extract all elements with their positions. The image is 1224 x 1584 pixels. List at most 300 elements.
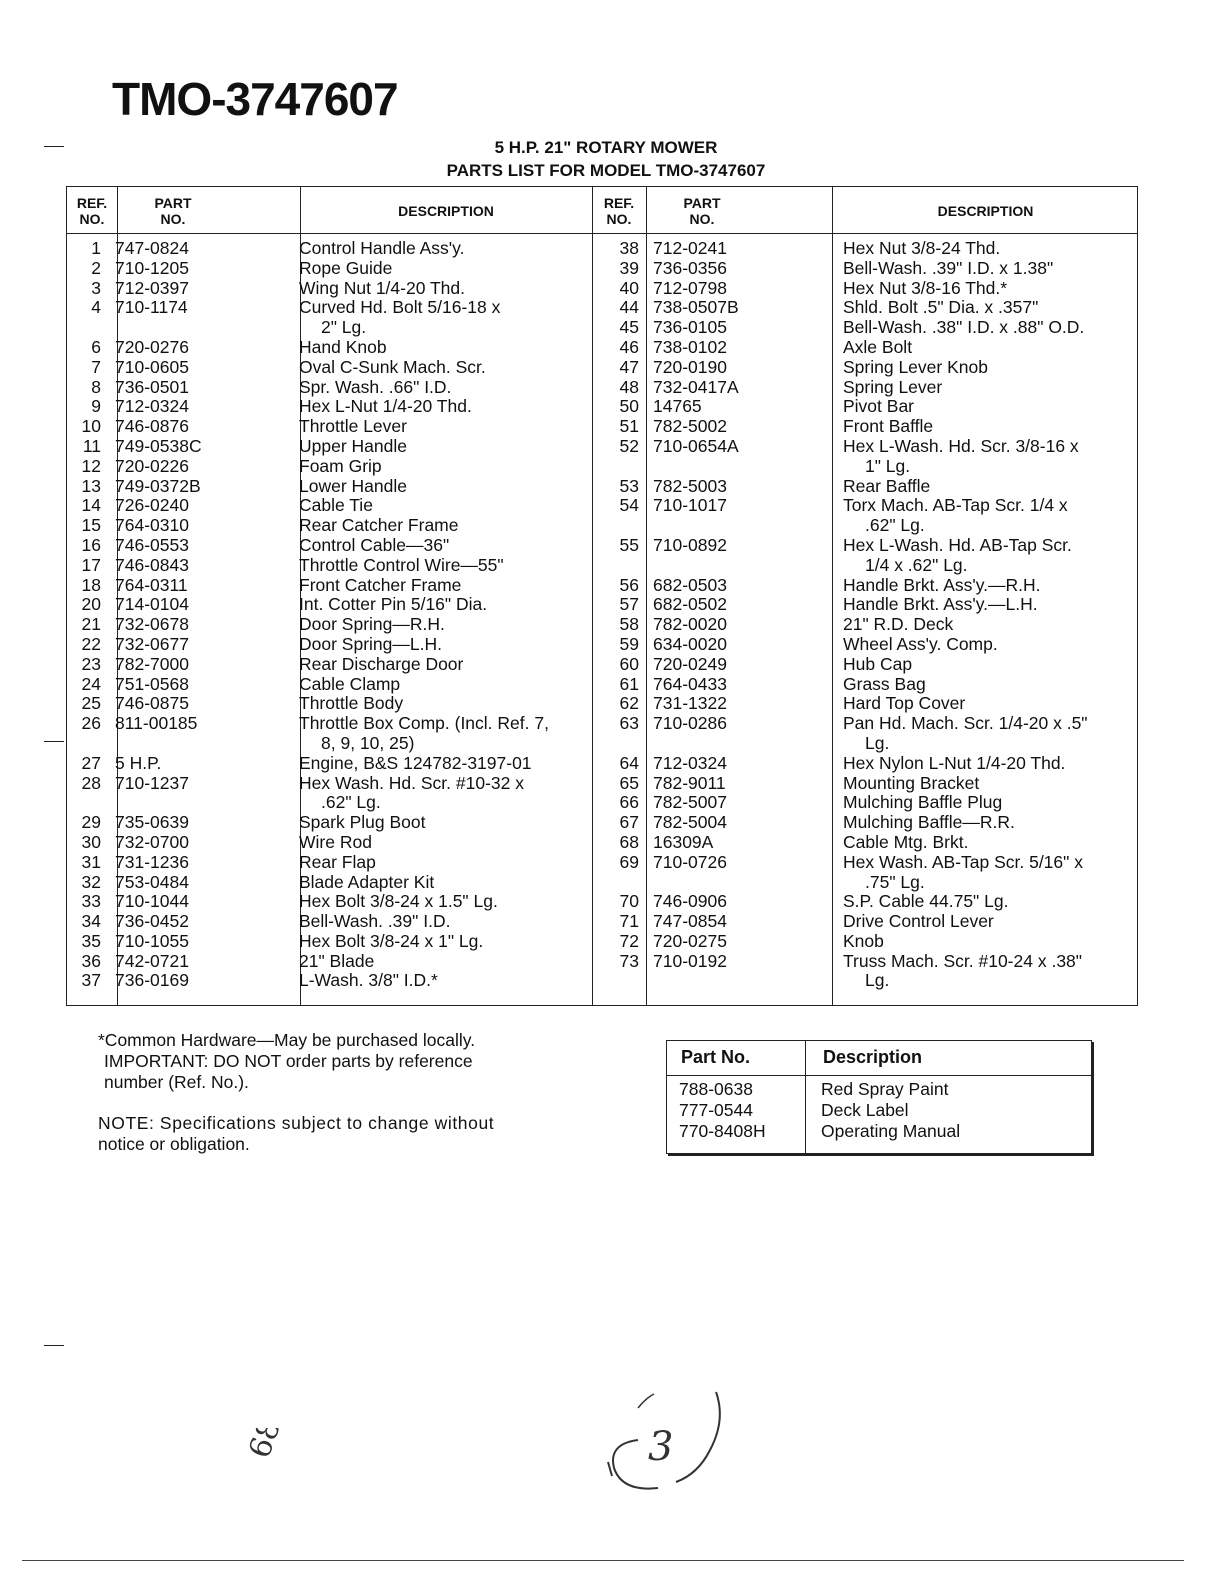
ref-no: 34	[81, 911, 101, 932]
description	[299, 338, 589, 358]
description-line: Hex Nut 3/8-24 Thd.	[843, 238, 1001, 258]
table-row	[599, 417, 1143, 437]
part-no: 731-1322	[653, 693, 727, 714]
ref-no: 51	[619, 416, 639, 437]
description-line: Pan Hd. Mach. Scr. 1/4-20 x .5"	[843, 713, 1088, 734]
description-line: Lg.	[865, 970, 890, 991]
table-row	[61, 754, 589, 774]
table-row	[61, 675, 589, 695]
table-row	[61, 833, 589, 853]
description-line: Control Cable—36"	[299, 534, 450, 555]
description: Red Spray Paint	[821, 1079, 949, 1099]
description	[299, 378, 589, 398]
table-row	[61, 397, 589, 417]
description	[299, 298, 589, 338]
ref-no: 59	[619, 633, 639, 654]
col-ref-header: REF. NO.	[603, 195, 635, 227]
part-no: 753-0484	[115, 871, 189, 892]
description-line: Oval C-Sunk Mach. Scr.	[299, 356, 486, 377]
ref-no: 65	[619, 772, 639, 793]
part-no: 777-0544	[679, 1100, 753, 1120]
description	[299, 912, 589, 932]
part-no: 732-0678	[115, 614, 189, 635]
description-line: Truss Mach. Scr. #10-24 x .38"	[843, 950, 1082, 971]
ref-no: 69	[619, 851, 639, 872]
col-part-header: PART NO.	[154, 195, 192, 227]
description-line: Cable Tie	[299, 495, 373, 516]
ref-no: 21	[81, 614, 101, 635]
description-line: Foam Grip	[299, 455, 382, 476]
ref-no: 67	[619, 812, 639, 833]
description	[843, 912, 1143, 932]
handwritten-text: 3	[648, 1424, 674, 1470]
description	[843, 417, 1143, 437]
part-no: 770-8408H	[679, 1121, 766, 1141]
description-line: Hex Bolt 3/8-24 x 1.5" Lg.	[299, 891, 498, 912]
description-line: Lower Handle	[299, 475, 407, 496]
part-no: 747-0824	[115, 238, 189, 258]
ref-no: 27	[81, 752, 101, 773]
description	[843, 318, 1143, 338]
ref-no: 14	[81, 495, 101, 516]
description-line: Spr. Wash. .66" I.D.	[299, 376, 452, 397]
description-line: Hex Nut 3/8-16 Thd.*	[843, 277, 1008, 298]
table-row	[599, 813, 1143, 833]
table-row	[599, 655, 1143, 675]
part-no: 726-0240	[115, 495, 189, 516]
description-line: Hex Wash. Hd. Scr. #10-32 x	[299, 772, 524, 793]
part-no: 747-0854	[653, 911, 727, 932]
part-no: 710-1017	[653, 495, 727, 516]
description-line: Engine, B&S 124782-3197-01	[299, 752, 532, 773]
part-no: 710-0654A	[653, 435, 739, 456]
ref-no: 44	[619, 297, 639, 318]
table-row	[61, 279, 589, 299]
description-line: S.P. Cable 44.75" Lg.	[843, 891, 1009, 912]
description-line: Control Handle Ass'y.	[299, 238, 465, 258]
bottom-rule	[22, 1560, 1184, 1561]
col-ref-header: REF. NO.	[76, 195, 108, 227]
ref-no: 30	[81, 831, 101, 852]
description-line: Torx Mach. AB-Tap Scr. 1/4 x	[843, 495, 1068, 516]
table-row	[599, 536, 1143, 576]
description	[843, 853, 1143, 893]
description-line: Cable Mtg. Brkt.	[843, 831, 969, 852]
part-no: 710-0726	[653, 851, 727, 872]
description-line: Lg.	[865, 732, 890, 753]
part-no: 782-5007	[653, 792, 727, 813]
table-row	[61, 912, 589, 932]
description	[843, 477, 1143, 497]
part-no: 742-0721	[115, 950, 189, 971]
table-row	[61, 378, 589, 398]
part-no: 634-0020	[653, 633, 727, 654]
table-row	[61, 536, 589, 556]
description-line: Bell-Wash. .39" I.D.	[299, 911, 451, 932]
margin-mark	[44, 1345, 64, 1346]
part-no: 732-0677	[115, 633, 189, 654]
part-no: 682-0502	[653, 594, 727, 615]
ref-no: 53	[619, 475, 639, 496]
ref-no: 4	[91, 297, 101, 318]
table-row	[599, 892, 1143, 912]
part-no: 5 H.P.	[115, 752, 162, 773]
part-no: 710-0892	[653, 534, 727, 555]
spec-note: NOTE: Specifications subject to change without	[98, 1113, 495, 1133]
description-line: Door Spring—R.H.	[299, 614, 445, 635]
description	[843, 892, 1143, 912]
ref-no: 29	[81, 812, 101, 833]
table-row	[61, 239, 589, 259]
description	[843, 536, 1143, 576]
header-subtitle: PARTS LIST FOR MODEL TMO-3747607	[446, 161, 766, 180]
table-row	[61, 774, 589, 814]
ref-no: 54	[619, 495, 639, 516]
description-line: Cable Clamp	[299, 673, 401, 694]
description	[299, 477, 589, 497]
handwritten-page-mark	[236, 1428, 296, 1493]
table-row	[599, 279, 1143, 299]
part-no: 712-0324	[115, 396, 189, 417]
table-row	[61, 516, 589, 536]
description	[299, 417, 589, 437]
description	[299, 397, 589, 417]
important-note: IMPORTANT: DO NOT order parts by reference	[104, 1051, 473, 1071]
description	[843, 298, 1143, 318]
table-row	[599, 318, 1143, 338]
description	[843, 635, 1143, 655]
part-no: 746-0843	[115, 554, 189, 575]
table-row	[61, 576, 589, 596]
description	[843, 496, 1143, 536]
part-no: 714-0104	[115, 594, 189, 615]
part-no: 732-0417A	[653, 376, 739, 397]
ref-no: 56	[619, 574, 639, 595]
ref-no: 52	[619, 435, 639, 456]
description	[843, 358, 1143, 378]
ref-no: 38	[619, 238, 639, 258]
part-no: 736-0452	[115, 911, 189, 932]
part-no: 14765	[653, 396, 702, 417]
description	[843, 793, 1143, 813]
table-row	[599, 754, 1143, 774]
table-row	[61, 714, 589, 754]
description	[299, 536, 589, 556]
ref-no: 12	[81, 455, 101, 476]
description-line: L-Wash. 3/8" I.D.*	[299, 970, 438, 991]
description-line: Blade Adapter Kit	[299, 871, 435, 892]
description	[843, 378, 1143, 398]
part-no: 720-0275	[653, 930, 727, 951]
description-line: 21" R.D. Deck	[843, 614, 954, 635]
description	[299, 595, 589, 615]
description-line: Wheel Ass'y. Comp.	[843, 633, 998, 654]
table-row	[599, 496, 1143, 536]
description-line: Knob	[843, 930, 884, 951]
ref-no: 71	[619, 911, 639, 932]
description-line: Rear Catcher Frame	[299, 515, 459, 536]
table-row	[599, 714, 1143, 754]
parts-list-right	[599, 239, 1143, 991]
ref-no: 63	[619, 713, 639, 734]
part-no: 811-00185	[115, 713, 198, 734]
parts-list-left	[61, 239, 589, 991]
description	[299, 754, 589, 774]
ref-no: 23	[81, 653, 101, 674]
description	[299, 279, 589, 299]
table-row	[61, 595, 589, 615]
description	[299, 932, 589, 952]
description	[843, 595, 1143, 615]
ref-no: 60	[619, 653, 639, 674]
table-row	[61, 932, 589, 952]
description	[299, 556, 589, 576]
handwritten-circle-mark	[598, 1380, 738, 1505]
description-line: Rope Guide	[299, 257, 393, 278]
ref-no: 37	[81, 970, 101, 991]
part-no: 720-0276	[115, 336, 189, 357]
description-line: Hex L-Nut 1/4-20 Thd.	[299, 396, 472, 417]
description-line: Throttle Body	[299, 693, 404, 714]
table-row	[599, 694, 1143, 714]
table-row	[599, 576, 1143, 596]
ref-no: 31	[81, 851, 101, 872]
description-line: Hex Wash. AB-Tap Scr. 5/16" x	[843, 851, 1083, 872]
description-line: 8, 9, 10, 25)	[321, 732, 415, 753]
parts-table	[66, 186, 1138, 1006]
ref-no: 3	[91, 277, 101, 298]
table-row	[61, 615, 589, 635]
description	[843, 714, 1143, 754]
table-row	[61, 694, 589, 714]
description	[299, 853, 589, 873]
description	[843, 239, 1143, 259]
part-no: 764-0433	[653, 673, 727, 694]
ref-no: 18	[81, 574, 101, 595]
table-row	[599, 338, 1143, 358]
ref-no: 55	[619, 534, 639, 555]
table-row	[599, 298, 1143, 318]
description	[299, 833, 589, 853]
ref-no: 10	[81, 416, 101, 437]
description	[843, 279, 1143, 299]
col-desc-header: DESCRIPTION	[937, 203, 1034, 219]
ref-no: 72	[619, 930, 639, 951]
part-no: 764-0311	[115, 574, 188, 595]
table-row	[599, 615, 1143, 635]
table-row	[61, 259, 589, 279]
ref-no: 2	[91, 257, 101, 278]
table-row	[599, 853, 1143, 893]
table-row	[599, 952, 1143, 992]
description	[843, 694, 1143, 714]
header-title: 5 H.P. 21" ROTARY MOWER	[494, 138, 718, 157]
ref-no: 6	[91, 336, 101, 357]
part-no: 736-0169	[115, 970, 189, 991]
description-line: 1" Lg.	[865, 455, 911, 476]
ref-no: 33	[81, 891, 101, 912]
ref-no: 64	[619, 752, 639, 773]
table-row	[667, 1121, 1091, 1142]
description	[299, 952, 589, 972]
description	[843, 576, 1143, 596]
part-no: 732-0700	[115, 831, 189, 852]
important-note: number (Ref. No.).	[104, 1072, 249, 1092]
part-no: 738-0102	[653, 336, 727, 357]
ref-no: 17	[81, 554, 101, 575]
description	[299, 457, 589, 477]
description-line: Pivot Bar	[843, 396, 914, 417]
table-row	[61, 496, 589, 516]
part-no: 749-0538C	[115, 435, 202, 456]
ref-no: 15	[81, 515, 101, 536]
description-line: Spring Lever Knob	[843, 356, 988, 377]
description	[299, 694, 589, 714]
ref-no: 61	[619, 673, 639, 694]
description	[299, 971, 589, 991]
col-desc-header: DESCRIPTION	[398, 203, 494, 219]
spec-note: notice or obligation.	[98, 1134, 250, 1154]
description	[299, 437, 589, 457]
description-line: 1/4 x .62" Lg.	[865, 554, 968, 575]
description	[843, 833, 1143, 853]
ref-no: 48	[619, 376, 639, 397]
description-line: Door Spring—L.H.	[299, 633, 442, 654]
description	[299, 774, 589, 814]
ref-no: 35	[81, 930, 101, 951]
common-hardware-note: *Common Hardware—May be purchased locally.	[98, 1030, 476, 1050]
description-line: Spring Lever	[843, 376, 943, 397]
description	[299, 259, 589, 279]
description	[299, 892, 589, 912]
ref-no: 39	[619, 257, 639, 278]
description-line: Hex Bolt 3/8-24 x 1" Lg.	[299, 930, 484, 951]
part-no: 712-0324	[653, 752, 727, 773]
table-row	[61, 298, 589, 338]
part-no: 746-0876	[115, 416, 189, 437]
part-no: 746-0906	[653, 891, 727, 912]
description-line: Bell-Wash. .39" I.D. x 1.38"	[843, 257, 1054, 278]
table-row	[599, 932, 1143, 952]
description	[299, 655, 589, 675]
ref-no: 40	[619, 277, 639, 298]
table-row	[599, 477, 1143, 497]
part-no: 710-1044	[115, 891, 189, 912]
part-no: 746-0875	[115, 693, 189, 714]
description-line: .75" Lg.	[865, 871, 925, 892]
table-row	[61, 971, 589, 991]
col-part-header: PART NO.	[683, 195, 721, 227]
table-row	[599, 239, 1143, 259]
description	[843, 615, 1143, 635]
part-no: 720-0226	[115, 455, 189, 476]
description-line: Hex L-Wash. Hd. AB-Tap Scr.	[843, 534, 1072, 555]
description-line: Wing Nut 1/4-20 Thd.	[299, 277, 466, 298]
part-no: 782-9011	[653, 772, 726, 793]
description	[843, 932, 1143, 952]
ref-no: 66	[619, 792, 639, 813]
handwritten-text: 68	[242, 1428, 289, 1463]
part-no: 16309A	[653, 831, 714, 852]
description-line: Mulching Baffle Plug	[843, 792, 1003, 813]
table-row	[61, 892, 589, 912]
description-line: Mounting Bracket	[843, 772, 980, 793]
description	[843, 338, 1143, 358]
description	[843, 774, 1143, 794]
ref-no: 46	[619, 336, 639, 357]
description: Deck Label	[821, 1100, 909, 1120]
model-id: TMO-3747607	[112, 73, 398, 125]
ref-no: 16	[81, 534, 101, 555]
ref-no: 47	[619, 356, 639, 377]
part-no: 735-0639	[115, 812, 189, 833]
notes	[98, 1030, 618, 1175]
description	[299, 358, 589, 378]
table-row	[599, 793, 1143, 813]
description-line: 21" Blade	[299, 950, 375, 971]
table-row	[61, 338, 589, 358]
part-no: 738-0507B	[653, 297, 739, 318]
description-line: Rear Baffle	[843, 475, 931, 496]
ref-no: 58	[619, 614, 639, 635]
ref-no: 8	[91, 376, 101, 397]
part-no: 736-0501	[115, 376, 189, 397]
description	[299, 496, 589, 516]
description	[299, 675, 589, 695]
part-no: 782-0020	[653, 614, 727, 635]
ref-no: 7	[91, 356, 101, 377]
description	[299, 873, 589, 893]
description-line: Hub Cap	[843, 653, 913, 674]
table-row	[61, 873, 589, 893]
description	[299, 714, 589, 754]
ref-no: 70	[619, 891, 639, 912]
description-line: Upper Handle	[299, 435, 407, 456]
part-no: 782-5002	[653, 416, 727, 437]
ref-no: 57	[619, 594, 639, 615]
table-row	[667, 1079, 1091, 1100]
part-no: 710-1205	[115, 257, 189, 278]
part-no: 710-1237	[115, 772, 189, 793]
description	[843, 813, 1143, 833]
ref-no: 36	[81, 950, 101, 971]
part-no: 782-5004	[653, 812, 727, 833]
table-row	[61, 655, 589, 675]
table-row	[599, 259, 1143, 279]
ref-no: 13	[81, 475, 101, 496]
description-line: Handle Brkt. Ass'y.—R.H.	[843, 574, 1041, 595]
description-line: Rear Flap	[299, 851, 376, 872]
part-no: 710-1055	[115, 930, 189, 951]
table-row	[599, 358, 1143, 378]
table-row	[667, 1100, 1091, 1121]
description	[843, 675, 1143, 695]
description-line: Spark Plug Boot	[299, 812, 426, 833]
ref-no: 24	[81, 673, 101, 694]
part-no: 782-7000	[115, 653, 189, 674]
table-row	[599, 675, 1143, 695]
part-no: 746-0553	[115, 534, 189, 555]
table-row	[61, 556, 589, 576]
description	[843, 655, 1143, 675]
description-line: Curved Hd. Bolt 5/16-18 x	[299, 297, 501, 318]
ref-no: 62	[619, 693, 639, 714]
description-line: Bell-Wash. .38" I.D. x .88" O.D.	[843, 317, 1085, 338]
description-line: Wire Rod	[299, 831, 372, 852]
table-row	[599, 397, 1143, 417]
part-no: 710-1174	[115, 297, 188, 318]
table-row	[61, 853, 589, 873]
